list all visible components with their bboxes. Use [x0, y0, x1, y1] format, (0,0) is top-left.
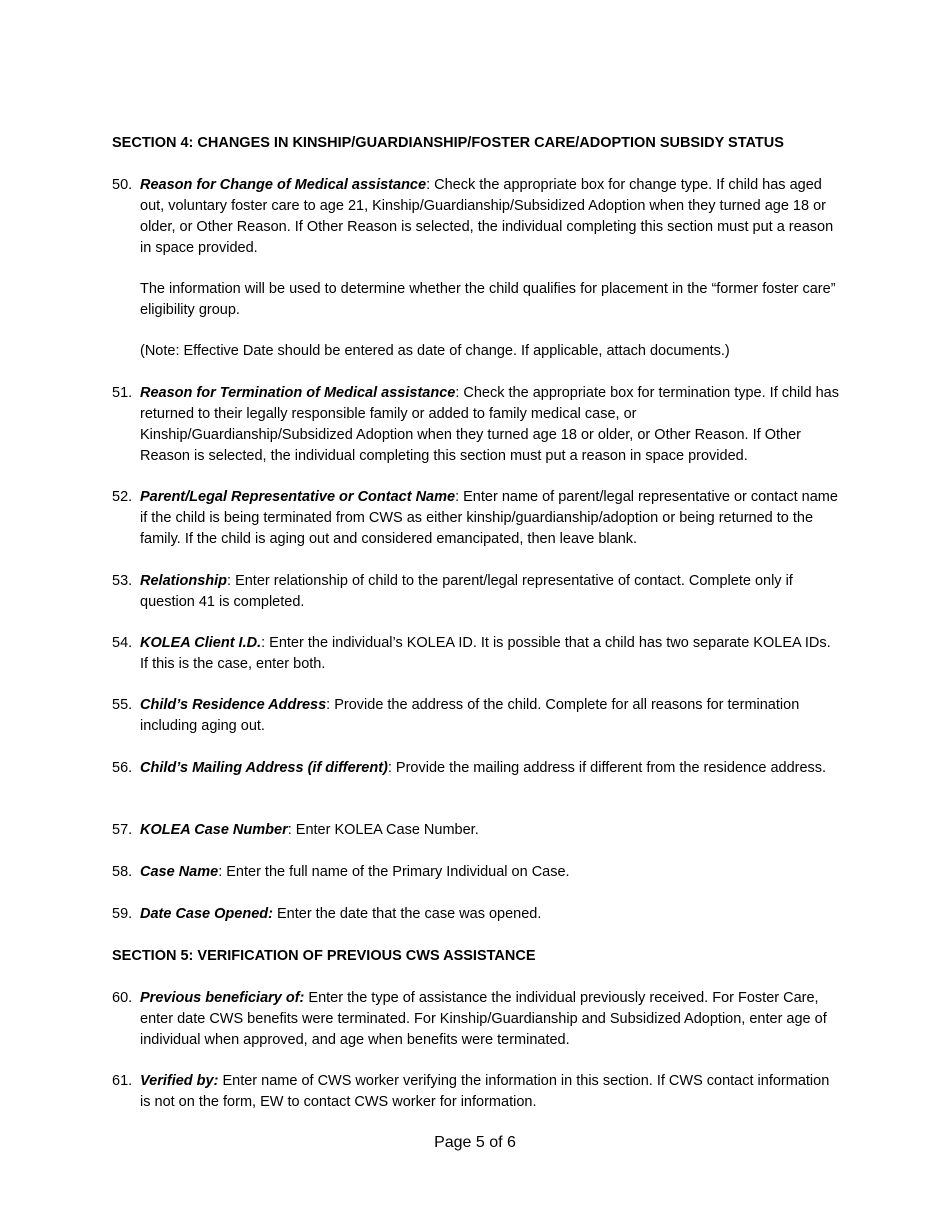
item-text: Enter the date that the case was opened. — [272, 906, 542, 922]
item-number: 56. — [112, 760, 133, 776]
item-text: : Check the appropriate box for termination type. If child has returned to their legally responsible family or added to family medical case, or Kinship/Guardianship/Subsidized Adoption when they turned age 18 or older, or Other Reason. If Other Reason is selected, the individual completing this section must put a reason in space provided. — [140, 385, 839, 464]
instruction-item-50 — [112, 175, 842, 259]
item-number: 51. — [112, 385, 133, 401]
item-text: : Enter the individual’s KOLEA ID. It is possible that a child has two separate KOLEA IDs. If this is the case, enter both. — [140, 635, 831, 672]
item-label: Previous beneficiary of: — [140, 990, 305, 1006]
section-5-heading: SECTION 5: VERIFICATION OF PREVIOUS CWS ASSISTANCE — [112, 948, 536, 964]
instruction-item-60 — [112, 988, 842, 1051]
item-number: 60. — [112, 990, 133, 1006]
item-label: KOLEA Client I.D. — [140, 635, 262, 651]
item-number: 54. — [112, 635, 133, 651]
instruction-item-51 — [112, 383, 842, 467]
instruction-item-53 — [112, 571, 842, 613]
item-number: 57. — [112, 822, 133, 838]
item-label: Child’s Mailing Address (if different) — [140, 760, 388, 776]
item-text: : Check the appropriate box for change type. If child has aged out, voluntary foster care to age 21, Kinship/Guardianship/Subsidized Adoption when they turned age 18 or older, or Other Reason. If Other Reason is selected, the individual completing this section must put a reason in space provided. — [140, 177, 834, 256]
item-label: Parent/Legal Representative or Contact Name — [140, 489, 456, 505]
item-text: : Enter relationship of child to the parent/legal representative of contact. Complete only if question 41 is completed. — [140, 573, 793, 610]
item-text: Enter the type of assistance the individual previously received. For Foster Care, enter date CWS benefits were terminated. For Kinship/Guardianship and Subsidized Adoption, enter age of individual when approved, and age when benefits were terminated. — [140, 990, 827, 1048]
item-number: 50. — [112, 177, 133, 193]
item-50-note: (Note: Effective Date should be entered as date of change. If applicable, attach documents.) — [140, 343, 730, 359]
item-text: : Enter name of parent/legal representative or contact name if the child is being terminated from CWS as either kinship/guardianship/adoption or being returned to the family. If the child is aging out and considered emancipated, then leave blank. — [140, 489, 838, 547]
item-text: : Provide the address of the child. Complete for all reasons for termination including aging out. — [140, 697, 800, 734]
item-number: 59. — [112, 906, 133, 922]
item-number: 52. — [112, 489, 133, 505]
instruction-item-56 — [112, 758, 842, 779]
item-label: Verified by: — [140, 1073, 219, 1089]
instruction-item-58 — [112, 862, 842, 883]
instruction-item-61 — [112, 1071, 842, 1113]
item-label: Child’s Residence Address — [140, 697, 327, 713]
instruction-item-52 — [112, 487, 842, 550]
instruction-item-54 — [112, 633, 842, 675]
item-label: Reason for Change of Medical assistance — [140, 177, 427, 193]
item-number: 53. — [112, 573, 133, 589]
page-number-footer: Page 5 of 6 — [434, 1134, 516, 1151]
item-number: 58. — [112, 864, 133, 880]
item-text: : Enter KOLEA Case Number. — [287, 822, 479, 838]
item-label: Date Case Opened: — [140, 906, 273, 922]
item-label: Relationship — [140, 573, 228, 589]
item-text: : Provide the mailing address if different from the residence address. — [387, 760, 827, 776]
item-number: 61. — [112, 1073, 133, 1089]
item-label: KOLEA Case Number — [140, 822, 288, 838]
item-label: Reason for Termination of Medical assistance — [140, 385, 456, 401]
instruction-item-55 — [112, 695, 842, 737]
instruction-item-59 — [112, 904, 842, 925]
item-text: : Enter the full name of the Primary Individual on Case. — [218, 864, 570, 880]
item-number: 55. — [112, 697, 133, 713]
item-50-explanation: The information will be used to determine whether the child qualifies for placement in the “former foster care” eligibility group. — [140, 281, 836, 318]
instruction-item-57 — [112, 820, 842, 841]
section-4-heading: SECTION 4: CHANGES IN KINSHIP/GUARDIANSHIP/FOSTER CARE/ADOPTION SUBSIDY STATUS — [112, 135, 784, 151]
item-label: Case Name — [140, 864, 219, 880]
item-text: Enter name of CWS worker verifying the information in this section. If CWS contact information is not on the form, EW to contact CWS worker for information. — [140, 1073, 830, 1110]
